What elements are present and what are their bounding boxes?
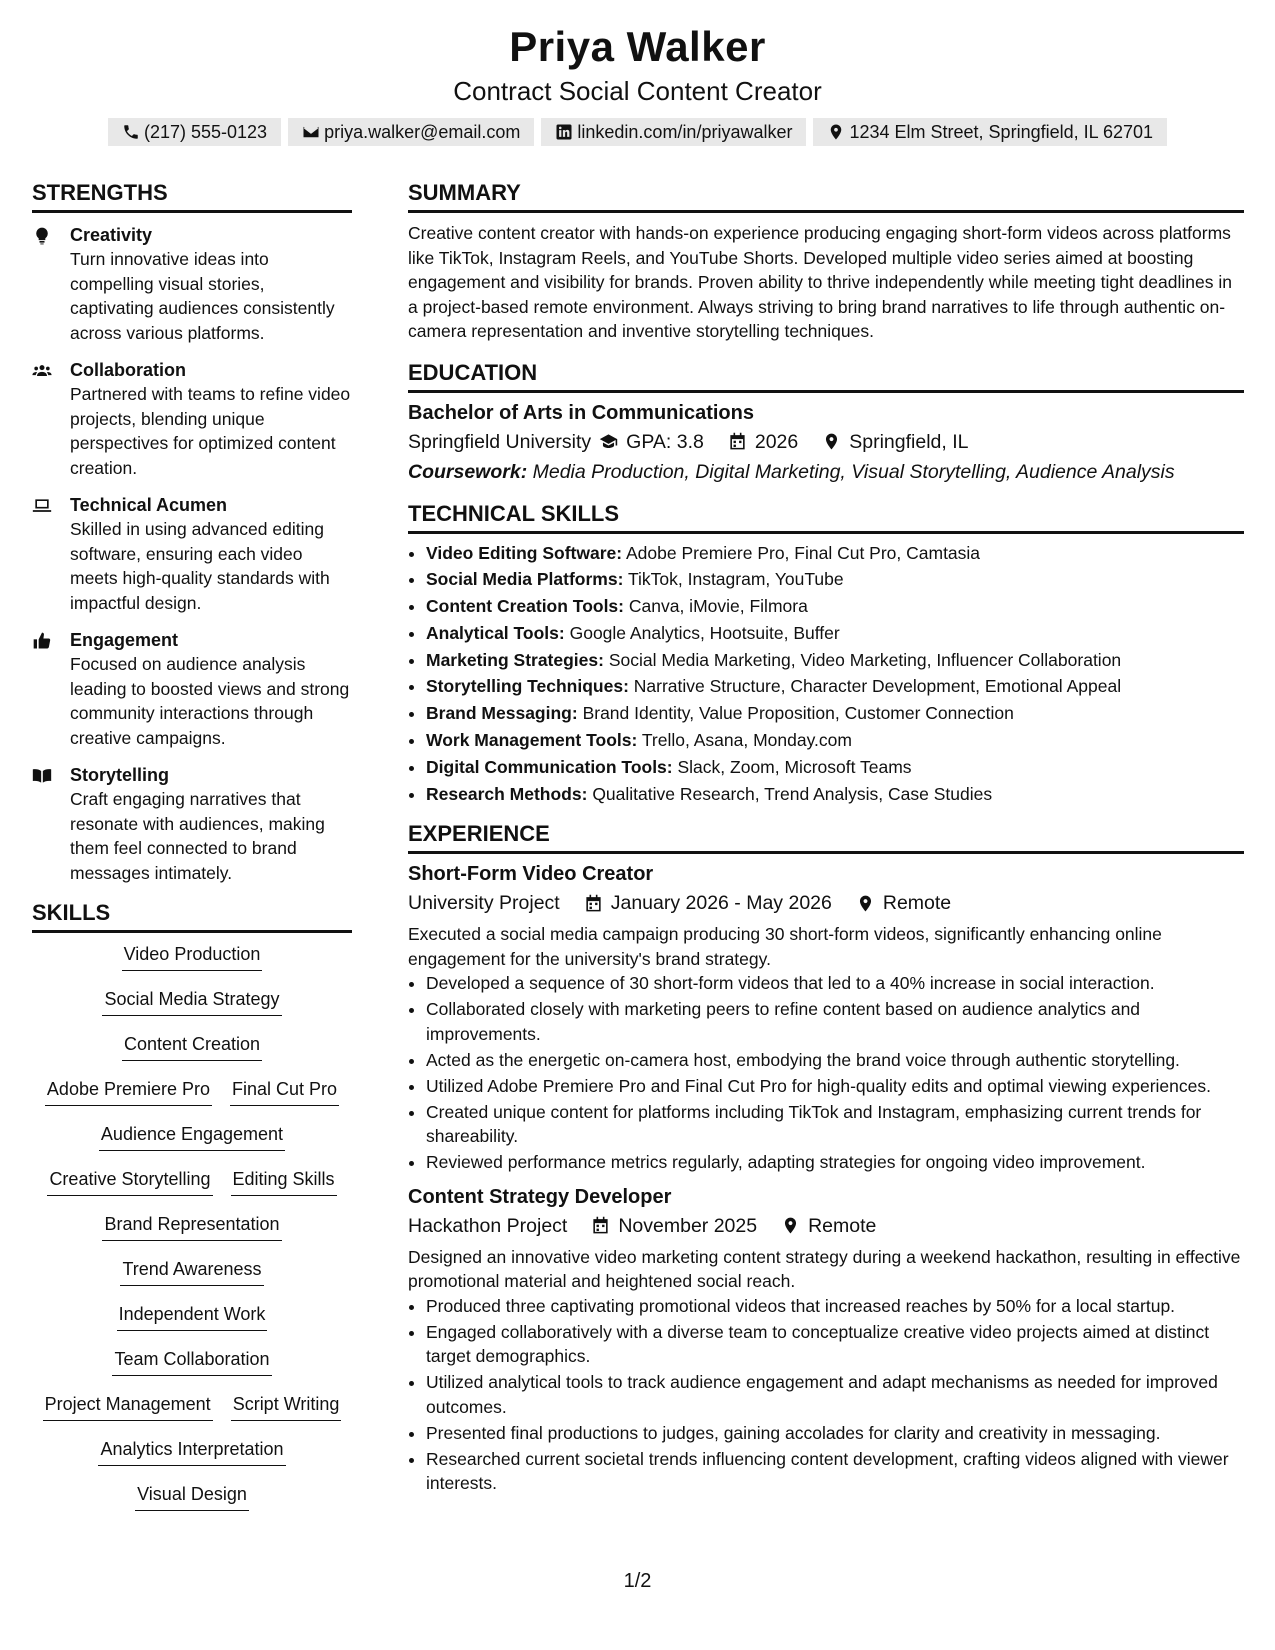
- right-column: [408, 178, 1244, 1504]
- skill-tag: Analytics Interpretation: [98, 1436, 285, 1466]
- job-title: Content Strategy Developer: [408, 1185, 672, 1208]
- tech-skill-label: Brand Messaging:: [426, 703, 578, 724]
- tech-skill-label: Analytical Tools:: [426, 622, 565, 643]
- skill-tag: Visual Design: [135, 1481, 249, 1511]
- skill-tag: Team Collaboration: [112, 1346, 271, 1376]
- map-pin-icon: [781, 1216, 800, 1235]
- map-pin-icon: [827, 123, 845, 141]
- strength-desc: Craft engaging narratives that resonate with audiences, making them feel connected to brand messages intimately.: [70, 789, 325, 883]
- skill-tag: Trend Awareness: [120, 1256, 263, 1286]
- contact-bar: [0, 118, 1275, 146]
- candidate-name: Priya Walker: [509, 23, 766, 70]
- education-location: Springfield, IL: [849, 430, 969, 453]
- technical-skills-list: [408, 540, 1244, 808]
- job-bullets: [408, 1294, 1244, 1496]
- job-meta: [408, 888, 1244, 918]
- email-text: priya.walker@email.com: [324, 122, 521, 142]
- list-item: • Presented final productions to judges, gaining accolades for clarity and creativity in messaging.: [426, 1421, 1244, 1446]
- job-org: University Project: [408, 892, 560, 915]
- summary-heading: SUMMARY: [408, 178, 1244, 213]
- lightbulb-icon: [32, 226, 52, 246]
- job-meta: [408, 1211, 1244, 1241]
- tech-skill-label: Research Methods:: [426, 783, 588, 804]
- coursework-label: Coursework:: [408, 460, 528, 483]
- job-org: Hackathon Project: [408, 1214, 568, 1237]
- strength-desc: Turn innovative ideas into compelling visual stories, captivating audiences consistently across various platforms.: [70, 249, 335, 343]
- list-item: [426, 566, 1244, 593]
- job-dates: November 2025: [618, 1214, 758, 1237]
- tech-skill-label: Content Creation Tools:: [426, 596, 624, 617]
- education-year: 2026: [754, 430, 799, 453]
- tech-skill-label: Social Media Platforms:: [426, 569, 624, 590]
- tech-skill-value: Adobe Premiere Pro, Final Cut Pro, Camtasia: [626, 542, 981, 563]
- list-item: • Researched current societal trends influencing content development, crafting videos aligned with viewer interests.: [426, 1447, 1244, 1496]
- contact-address: [813, 118, 1167, 146]
- strength-item: [32, 223, 352, 345]
- page-number: 1/2: [623, 1570, 652, 1592]
- tech-skill-label: Video Editing Software:: [426, 542, 623, 563]
- calendar-icon: [584, 894, 603, 913]
- school-name: Springfield University: [408, 430, 592, 453]
- strengths-heading: STRENGTHS: [32, 178, 352, 213]
- skill-tag: Script Writing: [231, 1391, 342, 1421]
- skills-list: [32, 941, 352, 1526]
- thumbs-up-icon: [32, 631, 52, 651]
- list-item: [426, 781, 1244, 808]
- list-item: [426, 727, 1244, 754]
- users-icon: [32, 361, 52, 381]
- tech-skill-value: Google Analytics, Hootsuite, Buffer: [569, 622, 840, 643]
- strength-title: Storytelling: [70, 765, 170, 785]
- strength-title: Creativity: [70, 225, 153, 245]
- tech-skill-value: TikTok, Instagram, YouTube: [627, 569, 844, 590]
- tech-skill-label: Storytelling Techniques:: [426, 676, 629, 697]
- laptop-icon: [32, 496, 52, 516]
- map-pin-icon: [822, 432, 841, 451]
- skill-tag: Independent Work: [117, 1301, 268, 1331]
- job-location: Remote: [882, 892, 952, 915]
- tech-skill-value: Trello, Asana, Monday.com: [641, 730, 852, 751]
- linkedin-icon: [555, 123, 573, 141]
- list-item: • Utilized Adobe Premiere Pro and Final Cut Pro for high-quality edits and optimal viewing experiences.: [426, 1074, 1244, 1099]
- contact-email[interactable]: [288, 118, 534, 146]
- job-title: Short-Form Video Creator: [408, 863, 654, 886]
- strength-desc: Skilled in using advanced editing software, ensuring each video meets high-quality standards with impactful design.: [70, 519, 330, 613]
- tech-skill-label: Work Management Tools:: [426, 730, 638, 751]
- phone-text: (217) 555-0123: [143, 122, 268, 142]
- strength-desc: Focused on audience analysis leading to boosted views and strong community interactions through creative campaigns.: [70, 654, 350, 748]
- list-item: • Created unique content for platforms including TikTok and Instagram, emphasizing current trends for shareability.: [426, 1100, 1244, 1149]
- strengths-list: [32, 223, 352, 885]
- calendar-icon: [591, 1216, 610, 1235]
- address-text: 1234 Elm Street, Springfield, IL 62701: [849, 122, 1154, 142]
- tech-skill-label: Marketing Strategies:: [426, 649, 604, 670]
- strength-desc: Partnered with teams to refine video projects, blending unique perspectives for optimized content creation.: [70, 384, 351, 478]
- linkedin-text: linkedin.com/in/priyawalker: [577, 122, 793, 142]
- skill-tag: Video Production: [122, 941, 263, 971]
- skill-tag: Project Management: [43, 1391, 213, 1421]
- candidate-title: Contract Social Content Creator: [453, 76, 822, 106]
- skill-tag: Brand Representation: [102, 1211, 281, 1241]
- job-description: Executed a social media campaign producing 30 short-form videos, significantly enhancing online engagement for the university's brand strategy.: [408, 924, 1162, 969]
- list-item: [426, 540, 1244, 567]
- tech-skill-value: Narrative Structure, Character Development, Emotional Appeal: [633, 676, 1122, 697]
- calendar-icon: [728, 432, 747, 451]
- job-description: Designed an innovative video marketing content strategy during a weekend hackathon, resulting in effective promotional material and heightened social reach.: [408, 1246, 1241, 1292]
- skills-section: [32, 898, 352, 1526]
- education-heading: EDUCATION: [408, 358, 1244, 393]
- summary-text: Creative content creator with hands-on experience producing engaging short-form videos across platforms like TikTok, Instagram Reels, and YouTube Shorts. Developed multiple video series aimed at boosting engagement and visibility for brands. Proven ability to thrive independently while meeting tight deadlines in a project-based remote environment. Always striving to bring brand narratives to life through authentic on-camera representation and inventive storytelling techniques.: [408, 223, 1232, 341]
- book-open-icon: [32, 766, 52, 786]
- list-item: [426, 647, 1244, 674]
- skill-tag: Adobe Premiere Pro: [45, 1076, 212, 1106]
- strength-item: [32, 493, 352, 615]
- tech-skill-value: Social Media Marketing, Video Marketing, Influencer Collaboration: [608, 649, 1122, 670]
- skill-tag: Audience Engagement: [99, 1121, 285, 1151]
- strength-item: [32, 763, 352, 885]
- coursework: [408, 457, 1244, 487]
- strength-title: Collaboration: [70, 360, 186, 380]
- list-item: [426, 754, 1244, 781]
- degree-title: Bachelor of Arts in Communications: [408, 401, 754, 424]
- graduation-cap-icon: [599, 432, 618, 451]
- strength-item: [32, 628, 352, 750]
- list-item: • Acted as the energetic on-camera host, embodying the brand voice through authentic storytelling.: [426, 1048, 1244, 1073]
- list-item: • Engaged collaboratively with a diverse team to conceptualize creative video projects aimed at distinct target demographics.: [426, 1320, 1244, 1369]
- skill-tag: Content Creation: [122, 1031, 262, 1061]
- phone-icon: [122, 123, 140, 141]
- job-entry: [408, 1183, 1244, 1496]
- skill-tag: Social Media Strategy: [102, 986, 281, 1016]
- technical-skills-heading: TECHNICAL SKILLS: [408, 499, 1244, 534]
- list-item: • Developed a sequence of 30 short-form videos that led to a 40% increase in social interaction.: [426, 971, 1244, 996]
- education-meta: [408, 427, 1244, 457]
- contact-phone[interactable]: [108, 118, 281, 146]
- job-entry: [408, 860, 1244, 1175]
- list-item: • Produced three captivating promotional videos that increased reaches by 50% for a local startup.: [426, 1294, 1244, 1319]
- tech-skill-value: Qualitative Research, Trend Analysis, Case Studies: [592, 783, 993, 804]
- envelope-icon: [302, 123, 320, 141]
- contact-linkedin[interactable]: [541, 118, 806, 146]
- tech-skill-value: Canva, iMovie, Filmora: [628, 596, 808, 617]
- experience-heading: EXPERIENCE: [408, 819, 1244, 854]
- map-pin-icon: [856, 894, 875, 913]
- skill-tag: Creative Storytelling: [47, 1166, 212, 1196]
- skill-tag: Final Cut Pro: [230, 1076, 339, 1106]
- list-item: [426, 593, 1244, 620]
- strength-title: Engagement: [70, 630, 179, 650]
- list-item: • Reviewed performance metrics regularly, adapting strategies for ongoing video improvement.: [426, 1150, 1244, 1175]
- job-bullets: [408, 971, 1244, 1175]
- tech-skill-label: Digital Communication Tools:: [426, 756, 673, 777]
- list-item: • Collaborated closely with marketing peers to refine content based on audience analytics and improvements.: [426, 997, 1244, 1046]
- coursework-text: Media Production, Digital Marketing, Visual Storytelling, Audience Analysis: [532, 460, 1175, 483]
- strength-title: Technical Acumen: [70, 495, 228, 515]
- list-item: • Utilized analytical tools to track audience engagement and adapt mechanisms as needed for improved outcomes.: [426, 1370, 1244, 1419]
- job-location: Remote: [808, 1214, 877, 1237]
- strength-item: [32, 358, 352, 480]
- gpa-text: GPA: 3.8: [626, 430, 704, 453]
- left-column: [32, 178, 352, 1526]
- tech-skill-value: Brand Identity, Value Proposition, Customer Connection: [582, 703, 1014, 724]
- list-item: [426, 620, 1244, 647]
- list-item: [426, 673, 1244, 700]
- job-dates: January 2026 - May 2026: [610, 892, 832, 915]
- skills-heading: SKILLS: [32, 898, 352, 933]
- list-item: [426, 700, 1244, 727]
- tech-skill-value: Slack, Zoom, Microsoft Teams: [677, 756, 912, 777]
- skill-tag: Editing Skills: [231, 1166, 337, 1196]
- resume-header: [0, 20, 1275, 146]
